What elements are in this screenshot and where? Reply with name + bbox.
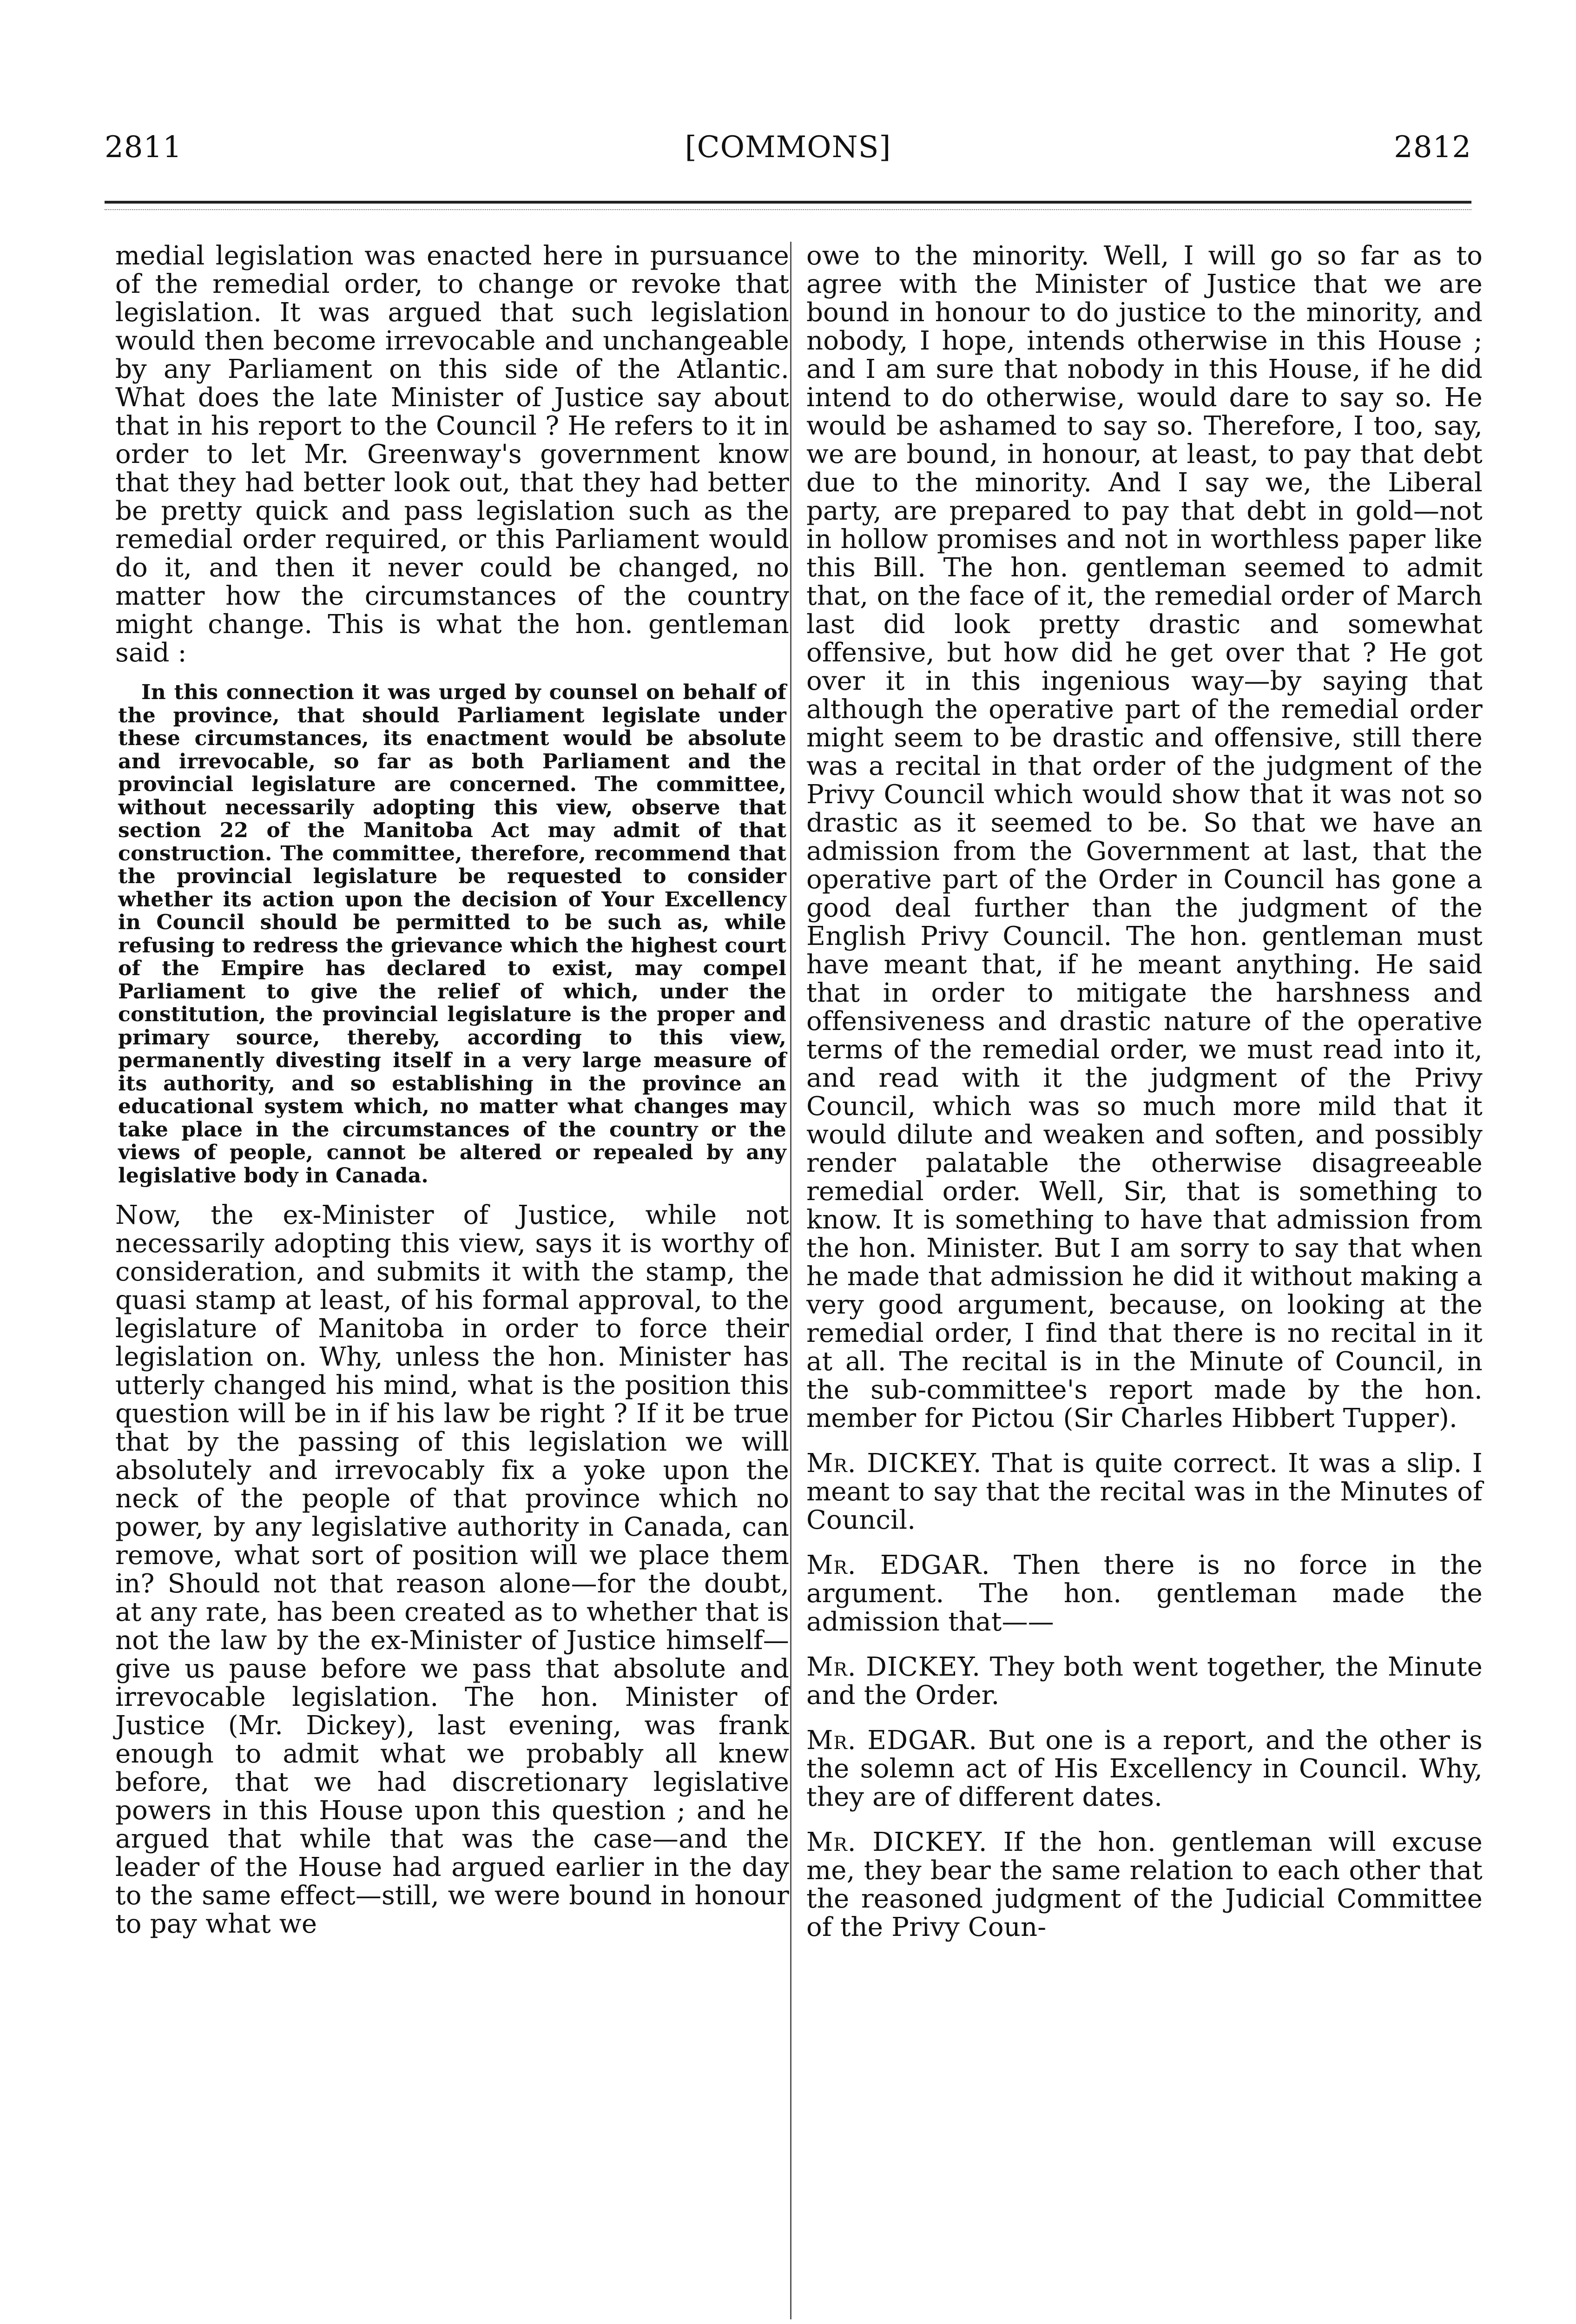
right-paragraph-1: owe to the minority. Well, I will go so far as to agree with the Minister of Justice that we are bound in honour to do justice to the minority, and nobody, I hope, intends otherwise in this House ; and I am sure that nobody in this House, if he did intend to do otherwise, would dare to say so. He would be ashamed to say so. Therefore, I too, say, we are bound, in honour, at least, to pay that debt due to the minority. And I say we, the Liberal party, are prepared to pay that debt in gold—not in hollow promises and not in worthless paper like this Bill. The hon. gentleman seemed to admit that, on the face of it, the remedial order of March last did look pretty drastic and somewhat offensive, but how did he get over that ? He got over it in this ingenious way—by saying that although the operative part of the remedial order might seem to be drastic and offensive, still there was a recital in that order of the judgment of the Privy Council which would show that it was not so drastic as it seemed to be. So that we have an admission from the Government at last, that the operative part of the Order in Council has gone a good deal further than the judgment of the English Privy Council. The hon. gentleman must have meant that, if he meant anything. He said that in order to mitigate the harshness and offensiveness and drastic nature of the operative terms of the remedial order, we must read into it, and read with it the judgment of the Privy Council, which was so much more mild that it would dilute and weaken and soften, and possibly render palatable the otherwise disagreeable remedial order. Well, Sir, that is something to know. It is something to have that admission from the hon. Minister. But I am sorry to say that when he made that admission he did it without making a very good argument, because, on looking at the remedial order, I find that there is no recital in it at all. The recital is in the Minute of Council, in the sub-committee's report made by the hon. member for Pictou (Sir Charles Hibbert Tupper). <box>806 241 1483 1433</box>
speaker-name: Mr. EDGAR. <box>806 1725 978 1756</box>
quoted-report-text: In this connection it was urged by counsel on behalf of the province, that should Parliament legislate under these circumstances, its enactment would be absolute and irrevocable, so far as both Parliament and the provincial legislature are concerned. The committee, without necessarily adopting this view, observe that section 22 of the Manitoba Act may admit of that construction. The committee, therefore, recommend that the provincial legislature be requested to consider whether its action upon the decision of Your Excellency in Council should be permitted to be such as, while refusing to redress the grievance which the highest court of the Empire has declared to exist, may compel Parliament to give the relief of which, under the constitution, the provincial legislature is the proper and primary source, thereby, according to this view, permanently divesting itself in a very large measure of its authority, and so establishing in the province an educational system which, no matter what changes may take place in the circumstances of the country or the views of people, cannot be altered or repealed by any legislative body in Canada. <box>118 680 786 1188</box>
speaker-name: Mr. DICKEY. <box>806 1448 982 1479</box>
left-column <box>115 242 789 1938</box>
column-divider <box>790 242 791 2319</box>
exchange-5 <box>806 1828 1483 1941</box>
exchange-4 <box>806 1726 1483 1811</box>
exchange-2 <box>806 1551 1483 1636</box>
right-column <box>806 242 1483 1941</box>
speech-text: That is quite correct. It was a slip. I meant to say that the recital was in the Minutes of Council. <box>806 1448 1483 1535</box>
speech-text: If the hon. gentleman will excuse me, they bear the same relation to each other that the reasoned judgment of the Judicial Committee of the Privy Coun- <box>806 1827 1483 1942</box>
speech-text: But one is a report, and the other is the solemn act of His Excellency in Council. Why, they are of different dates. <box>806 1725 1483 1812</box>
page-number-right: 2812 <box>1394 130 1471 165</box>
exchange-1 <box>806 1449 1483 1534</box>
speech-text: They both went together, the Minute and the Order. <box>806 1652 1483 1710</box>
left-paragraph-2: Now, the ex-Minister of Justice, while not necessarily adopting this view, says it is worthy of consideration, and submits it with the stamp, the quasi stamp at least, of his formal approval, to the legislature of Manitoba in order to force their legislation on. Why, unless the hon. Minister has utterly changed his mind, what is the position this question will be in if his law be right ? If it be true that by the passing of this legislation we will absolutely and irrevocably fix a yoke upon the neck of the people of that province which no power, by any legislative authority in Canada, can remove, what sort of position will we place them in? Should not that reason alone—for the doubt, at any rate, has been created as to whether that is not the law by the ex-Minister of Justice himself—give us pause before we pass that absolute and irrevocable legislation. The hon. Minister of Justice (Mr. Dickey), last evening, was frank enough to admit what we probably all knew before, that we had discretionary legislative powers in this House upon this question ; and he argued that while that was the case—and the leader of the House had argued earlier in the day to the same effect—still, we were bound in honour to pay what we <box>115 1200 789 1939</box>
header-rule <box>105 201 1471 204</box>
header-rule-dotted <box>105 209 1471 210</box>
speaker-name: Mr. DICKEY. <box>806 1827 988 1857</box>
speaker-name: Mr. EDGAR. <box>806 1550 990 1580</box>
speaker-name: Mr. DICKEY. <box>806 1652 981 1682</box>
quoted-report <box>115 681 789 1187</box>
exchange-3 <box>806 1653 1483 1710</box>
speech-text: Then there is no force in the argument. The hon. gentleman made the admission that—— <box>806 1550 1483 1637</box>
page-number-left: 2811 <box>105 130 182 165</box>
page-title: [COMMONS] <box>685 130 891 165</box>
left-paragraph-1: medial legislation was enacted here in pursuance of the remedial order, to change or revoke that legislation. It was argued that such legislation would then become irrevocable and unchangeable by any Parliament on this side of the Atlantic. What does the late Minister of Justice say about that in his report to the Council ? He refers to it in order to let Mr. Greenway's government know that they had better look out, that they had better be pretty quick and pass legislation such as the remedial order required, or this Parliament would do it, and then it never could be changed, no matter how the circumstances of the country might change. This is what the hon. gentleman said : <box>115 241 790 668</box>
